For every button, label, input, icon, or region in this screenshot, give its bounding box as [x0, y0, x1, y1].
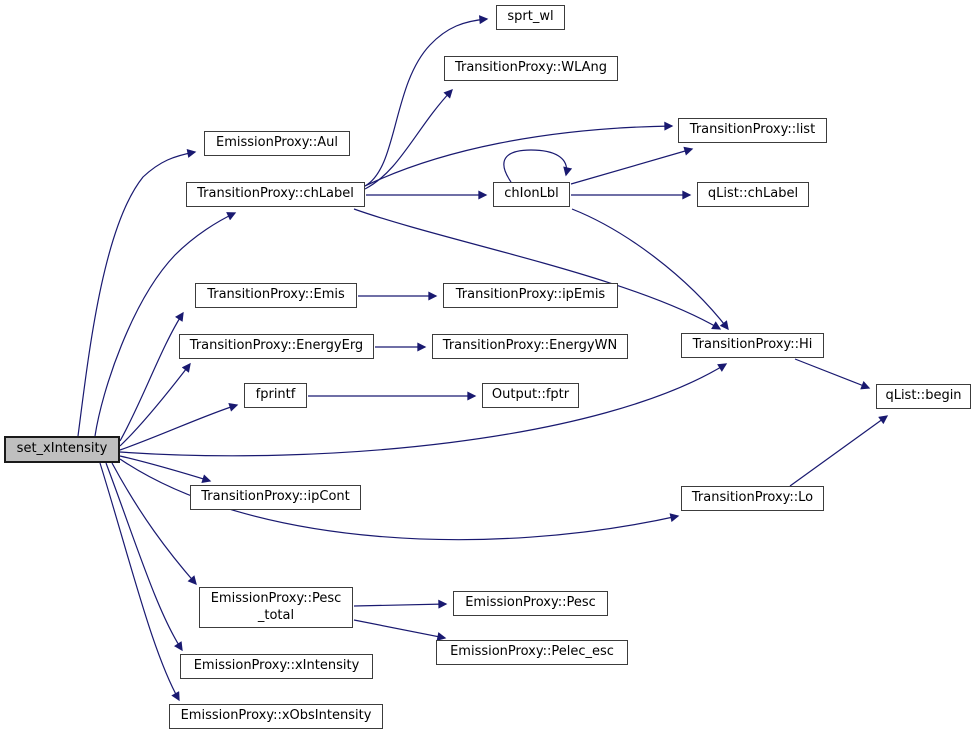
node-label: _total	[257, 607, 295, 623]
edge-set-xintensity-to-emissionproxy-xintensity	[106, 463, 182, 650]
node-label: EmissionProxy::Pesc	[465, 595, 596, 611]
edge-transitionproxy-chlabel-to-transitionproxy-list	[365, 126, 672, 186]
node-emissionproxy-xintensity[interactable]	[180, 654, 373, 679]
edge-set-xintensity-to-emissionproxy-pesc-total	[112, 463, 196, 584]
edge-set-xintensity-to-transitionproxy-chlabel	[95, 213, 235, 436]
node-label: TransitionProxy::chLabel	[197, 186, 354, 202]
node-label: TransitionProxy::EnergyWN	[442, 338, 618, 354]
node-label: TransitionProxy::ipEmis	[455, 287, 606, 303]
node-label: TransitionProxy::list	[689, 122, 816, 138]
node-transitionproxy-ipemis[interactable]	[443, 283, 618, 308]
node-label: TransitionProxy::EnergyErg	[189, 338, 364, 354]
node-label: sprt_wl	[507, 9, 554, 25]
node-label: TransitionProxy::WLAng	[454, 60, 608, 76]
node-label: chIonLbl	[504, 186, 559, 202]
node-transitionproxy-emis[interactable]	[195, 283, 357, 308]
node-transitionproxy-energyerg[interactable]	[179, 334, 374, 359]
edge-set-xintensity-to-emissionproxy-aul	[78, 152, 195, 436]
node-label: TransitionProxy::ipCont	[201, 489, 350, 505]
node-emissionproxy-aul[interactable]	[204, 131, 350, 156]
edge-transitionproxy-lo-to-qlist-begin	[790, 416, 887, 486]
edge-set-xintensity-to-emissionproxy-xobsintensity	[100, 463, 179, 700]
node-emissionproxy-pesc-total[interactable]	[199, 587, 353, 628]
node-transitionproxy-hi[interactable]	[681, 333, 824, 358]
node-label: set_xIntensity	[16, 441, 108, 457]
edge-emissionproxy-pesc-total-to-emissionproxy-pesc	[354, 604, 446, 606]
node-transitionproxy-energywn[interactable]	[432, 334, 628, 359]
node-emissionproxy-pesc[interactable]	[453, 591, 608, 616]
node-transitionproxy-chlabel[interactable]	[186, 182, 365, 207]
edge-transitionproxy-hi-to-qlist-begin	[795, 359, 869, 388]
node-label: TransitionProxy::Hi	[692, 337, 813, 353]
node-label: qList::chLabel	[707, 186, 799, 202]
node-set-xintensity	[4, 436, 120, 463]
node-transitionproxy-list[interactable]	[678, 118, 827, 143]
node-chionlbl[interactable]	[493, 182, 570, 207]
edge-chionlbl-to-transitionproxy-list	[571, 149, 692, 184]
node-label: fprintf	[255, 387, 296, 403]
node-label: EmissionProxy::Aul	[215, 135, 338, 151]
node-qlist-chlabel[interactable]	[697, 182, 809, 207]
edge-transitionproxy-chlabel-to-sprt-wl	[365, 19, 487, 186]
edge-transitionproxy-chlabel-to-transitionproxy-hi	[354, 209, 720, 329]
edge-emissionproxy-pesc-total-to-emissionproxy-pelec-esc	[354, 620, 445, 638]
edge-transitionproxy-chlabel-to-transitionproxy-wlang	[365, 90, 452, 189]
edge-set-xintensity-to-transitionproxy-energyerg	[120, 364, 190, 446]
node-label: TransitionProxy::Emis	[207, 287, 345, 303]
node-label: Output::fptr	[491, 387, 570, 403]
node-label: qList::begin	[885, 388, 962, 404]
node-sprt-wl[interactable]	[496, 5, 565, 30]
node-transitionproxy-lo[interactable]	[681, 486, 824, 511]
node-label: TransitionProxy::Lo	[691, 490, 814, 506]
edge-set-xintensity-to-transitionproxy-emis	[120, 313, 183, 441]
edge-set-xintensity-to-transitionproxy-ipcont	[120, 456, 210, 481]
node-emissionproxy-xobsintensity[interactable]	[169, 704, 383, 729]
node-label: EmissionProxy::xObsIntensity	[180, 708, 372, 724]
edge-chionlbl-to-chionlbl	[504, 150, 567, 182]
edge-set-xintensity-to-transitionproxy-hi	[120, 364, 726, 456]
node-label: EmissionProxy::Pesc	[210, 590, 342, 606]
node-fprintf[interactable]	[244, 383, 307, 408]
node-output-fptr[interactable]	[482, 383, 579, 408]
node-label: EmissionProxy::Pelec_esc	[450, 644, 614, 660]
node-label: EmissionProxy::xIntensity	[193, 658, 360, 674]
node-transitionproxy-ipcont[interactable]	[190, 485, 361, 510]
node-emissionproxy-pelec-esc[interactable]	[436, 640, 628, 665]
node-transitionproxy-wlang[interactable]	[444, 56, 618, 81]
node-qlist-begin[interactable]	[876, 384, 971, 409]
edge-chionlbl-to-transitionproxy-hi	[572, 209, 728, 329]
